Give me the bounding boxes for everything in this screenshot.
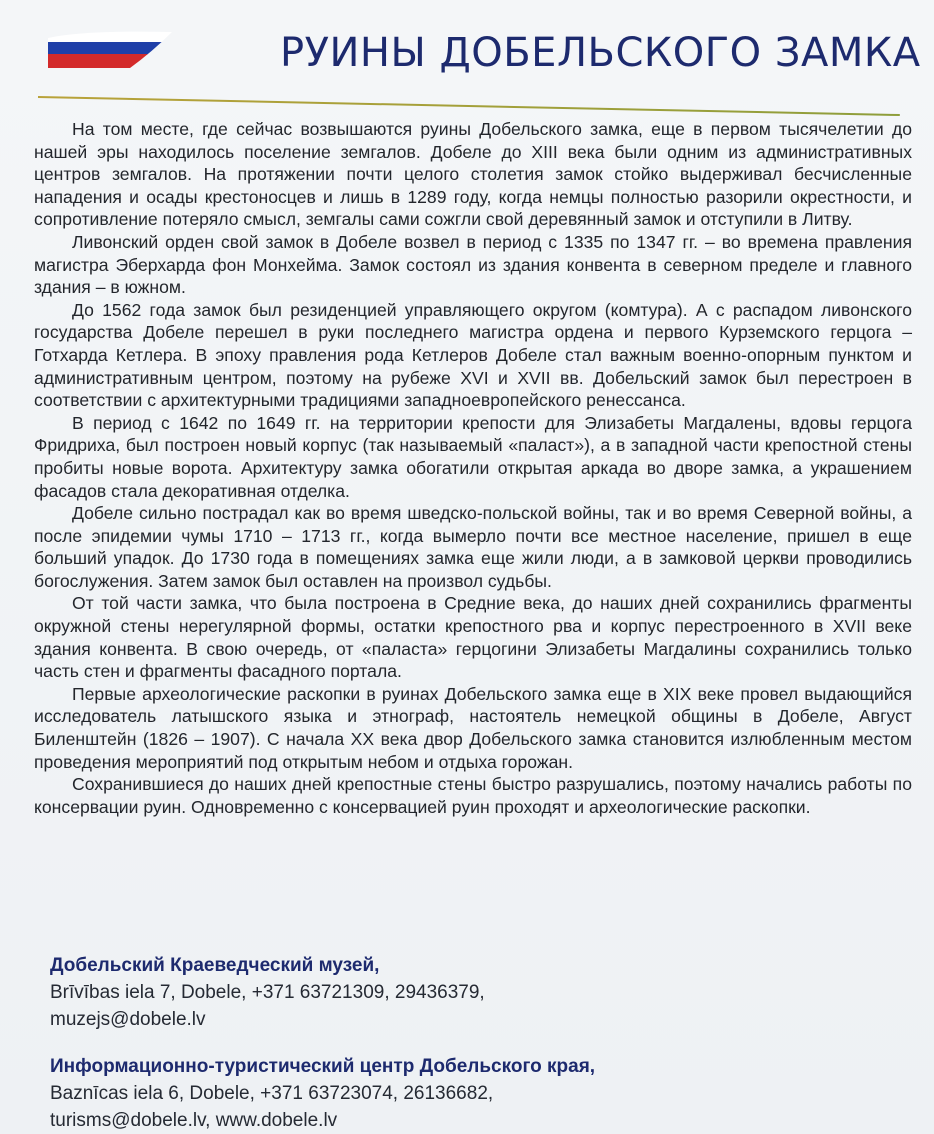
paragraph: На том месте, где сейчас возвышаются руины Добельского замка, еще в первом тысячелетии до нашей эры находилось поселение земгалов. Добеле до XIII века были одним из административных центров земгалов. На протяжении почти целого столетия замок стойко выдерживал бесчисленные нападения и осады крестоносцев и лишь в 1289 году, когда немцы полностью разорили окрестности, и сопротивление потеряло смысл, земгалы сами сожгли свой деревянный замок и отступили в Литву. <box>34 119 912 230</box>
title-divider <box>38 96 900 116</box>
flag-white-stripe <box>44 28 174 44</box>
contact-email: muzejs@dobele.lv <box>50 1009 206 1030</box>
page-title: РУИНЫ ДОБЕЛЬСКОГО ЗАМКА <box>280 30 921 76</box>
russian-flag-icon <box>44 28 174 70</box>
contact-address: Brīvības iela 7, Dobele, +371 63721309, 29436379, <box>50 982 485 1003</box>
paragraph: До 1562 года замок был резиденцией управляющего округом (комтура). А с распадом ливонского государства Добеле перешел в руки последнего магистра ордена и первого Курземского герцога – Готхарда Кетлера. В эпоху правления рода Кетлеров Добеле стал важным военно-опорным пунктом и административным центром, поэтому на рубеже XVI и XVII вв. Добельский замок был перестроен в соответствии с архитектурными традициями западноевропейского ренессанса. <box>34 299 912 411</box>
contact-org-name: Информационно-туристический центр Добельского края, <box>50 1056 596 1077</box>
contact-address: Baznīcas iela 6, Dobele, +371 63723074, 26136682, <box>50 1083 494 1104</box>
paragraph: Ливонский орден свой замок в Добеле возвел в период с 1335 по 1347 гг. – во времена правления магистра Эберхарда фон Монхейма. Замок состоял из здания конвента в северном пределе и главного здания – в южном. <box>34 231 912 298</box>
paragraph: В период с 1642 по 1649 гг. на территории крепости для Элизабеты Магдалены, вдовы герцога Фридриха, был построен новый корпус (так называемый «паласт»), а в западной части крепостной стены пробиты новые ворота. Архитектуру замка обогатили открытая аркада во дворе замка, а украшением фасадов стала декоративная отделка. <box>34 412 912 501</box>
contact-email-web: turisms@dobele.lv, www.dobele.lv <box>50 1110 338 1131</box>
paragraph: Первые археологические раскопки в руинах Добельского замка еще в XIX веке провел выдающийся исследователь латышского языка и этнограф, настоятель немецкой общины в Добеле, Август Биленштейн (1826 – 1907). С начала XX века двор Добельского замка становится излюбленным местом проведения мероприятий под открытым небом и отдыха горожан. <box>34 683 912 772</box>
contact-tourism-center <box>50 1053 810 1134</box>
contact-org-name: Добельский Краеведческий музей, <box>50 955 380 976</box>
history-text <box>34 118 912 818</box>
contacts-section <box>50 952 810 1134</box>
paragraph: Добеле сильно пострадал как во время шведско-польской войны, так и во время Северной войны, а после эпидемии чумы 1710 – 1713 гг., когда вымерло почти все местное население, пришел в еще больший упадок. До 1730 года в помещениях замка еще жили люди, а в замковой церкви проводились богослужения. Затем замок был оставлен на произвол судьбы. <box>34 503 912 591</box>
paragraph: Сохранившиеся до наших дней крепостные стены быстро разрушались, поэтому начались работы по консервации руин. Одновременно с консервацией руин проходят и археологические раскопки. <box>34 774 912 817</box>
flag-blue-stripe <box>44 42 174 55</box>
paragraph: От той части замка, что была построена в Средние века, до наших дней сохранились фрагменты окружной стены нерегулярной формы, остатки крепостного рва и корпус перестроенного в XVII веке здания конвента. В свою очередь, от «паласта» герцогини Элизабеты Магдалины сохранились только часть стен и фрагменты фасадного портала. <box>34 593 912 682</box>
flag-red-stripe <box>44 54 174 70</box>
contact-museum <box>50 952 810 1033</box>
